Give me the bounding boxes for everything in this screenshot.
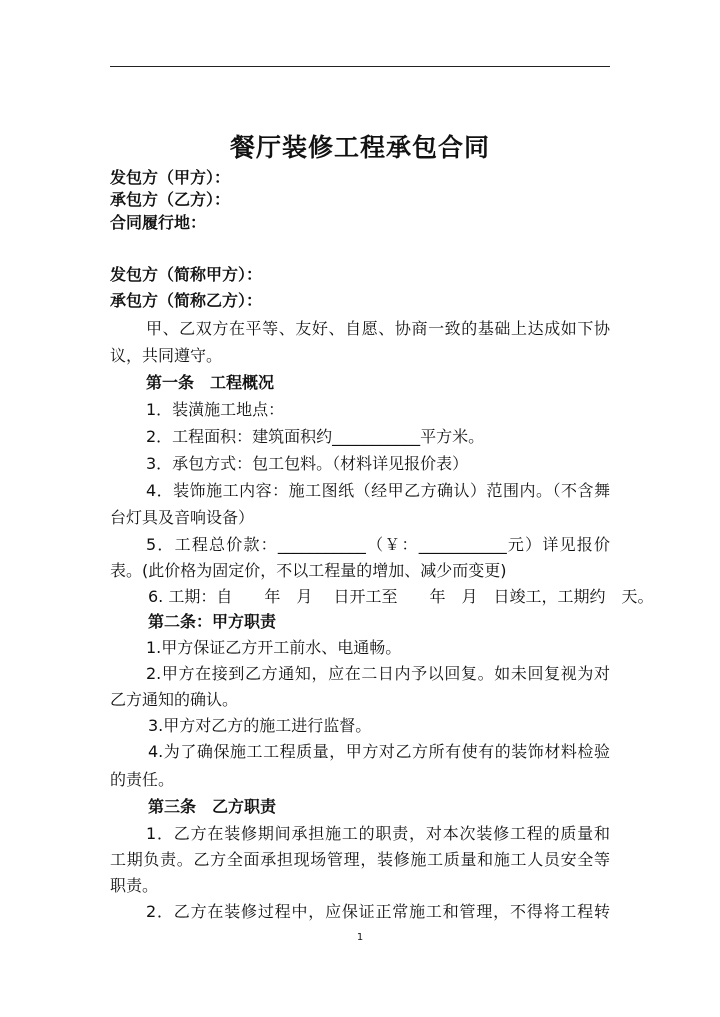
section-heading: 合同履行地： <box>110 213 207 232</box>
section-heading: 第二条：甲方职责 <box>148 612 277 631</box>
section-heading: 第三条 乙方职责 <box>148 797 277 816</box>
text-line: 乙方通知的确认。 <box>110 690 239 709</box>
text-line: 4．装饰施工内容：施工图纸（经甲乙方确认）范围内。（不含舞 <box>146 481 610 500</box>
text-line: 的责任。 <box>110 770 175 789</box>
text-line: 职责。 <box>110 876 159 895</box>
section-heading: 发包方（甲方）： <box>110 168 231 187</box>
text-line: 工期负责。乙方全面承担现场管理，装修施工质量和施工人员安全等 <box>110 850 610 869</box>
header-rule <box>110 66 610 67</box>
text-line: 1．装潢施工地点： <box>146 400 285 419</box>
text-line: 2．乙方在装修过程中，应保证正常施工和管理，不得将工程转 <box>146 902 610 921</box>
text-line: 表。(此价格为固定价，不以工程量的增加、减少而变更) <box>110 561 507 580</box>
text-line: 3．承包方式：包工包料。（材料详见报价表） <box>146 454 469 473</box>
page-number: 1 <box>356 932 364 943</box>
text-line: 1.甲方保证乙方开工前水、电通畅。 <box>146 638 402 657</box>
text-line: 台灯具及音响设备） <box>110 508 255 527</box>
text-line: 议，共同遵守。 <box>110 346 223 365</box>
section-heading: 第一条 工程概况 <box>146 373 275 392</box>
section-heading: 发包方（简称甲方）： <box>110 265 263 284</box>
section-heading: 承包方（乙方）： <box>110 190 231 209</box>
text-line: 1．乙方在装修期间承担施工的职责，对本次装修工程的质量和 <box>146 824 610 843</box>
text-line: 甲、乙双方在平等、友好、自愿、协商一致的基础上达成如下协 <box>146 319 610 338</box>
text-line: 6. 工期：自 年 月 日开工至 年 月 日竣工，工期约 天。 <box>148 587 654 606</box>
text-line: 5．工程总价款：___________（￥：___________元）详见报价 <box>146 535 610 554</box>
text-line: 2．工程面积：建筑面积约___________平方米。 <box>146 427 485 446</box>
section-heading: 承包方（简称乙方）： <box>110 291 263 310</box>
text-line: 4.为了确保施工工程质量，甲方对乙方所有使有的装饰材料检验 <box>148 742 610 761</box>
text-line: 3.甲方对乙方的施工进行监督。 <box>148 716 372 735</box>
document-title: 餐厅装修工程承包合同 <box>229 133 490 162</box>
text-line: 2.甲方在接到乙方通知，应在二日内予以回复。如未回复视为对 <box>146 664 610 683</box>
